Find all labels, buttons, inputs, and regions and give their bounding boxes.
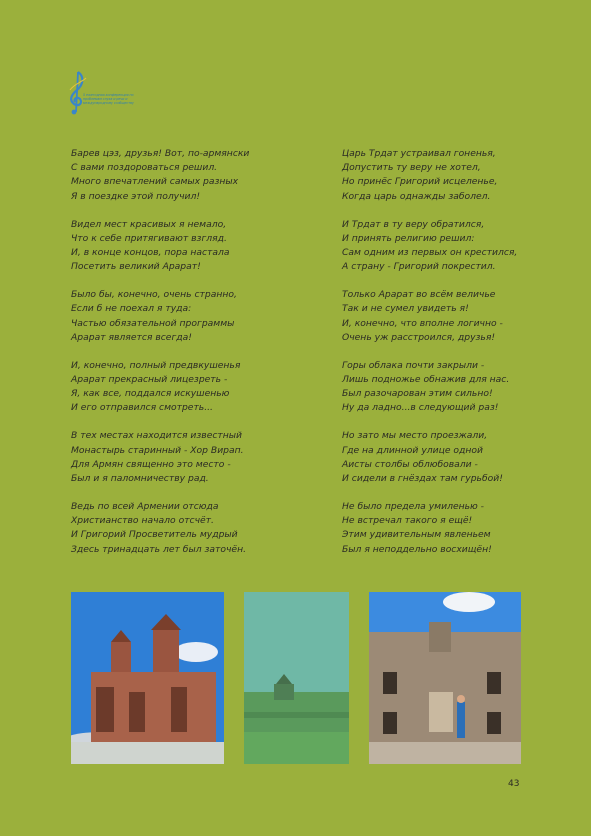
poem-line: Арарат является всегда! [71,331,192,343]
stanza [342,218,572,275]
poem-line: Допустить ту веру не хотел, [342,162,481,174]
poem-line: А страну - Григорий покрестил. [342,261,496,273]
poem-line: С вами поздороваться решил. [71,162,218,174]
poem-line: Аисты столбы облюбовали - [342,458,478,470]
poem-line: Царь Трдат устраивал гоненья, [342,148,496,159]
poem-line: Был и я паломничеству рад. [71,473,209,485]
photo-courtyard-man [369,592,521,764]
poem-line: Было бы, конечно, очень странно, [71,289,237,301]
poem-line: Здесь тринадцать лет был заточён. [71,543,247,555]
poem-line: Лишь подножье обнажив для нас. [342,374,510,386]
poem-line: Посетить великий Арарат! [71,261,201,273]
poem-line: Не встречал такого я ещё! [342,515,473,527]
poem-line: Но зато мы место проезжали, [342,430,488,442]
poem-line: Арарат прекрасный лицезреть - [71,374,228,386]
poem-line: Много впечатлений самых разных [71,176,239,188]
poem-line: И, конечно, полный предвкушенья [71,359,241,371]
poem-line: Что к себе притягивают взгляд. [71,232,227,244]
poem-line: Был я неподдельно восхищён! [342,543,492,555]
poem-line: Барев цэз, друзья! Вот, по-армянски [71,148,250,159]
poem-line: Горы облака почти закрыли - [342,359,485,371]
poem-line: Монастырь старинный - Хор Вирап. [71,444,244,456]
poem-line: Где на длинной улице одной [342,444,484,456]
poem-line: Сам одним из первых он крестился, [342,247,518,259]
poem-line: В тех местах находится известный [71,430,242,442]
logo-text: 5 ежегодная конференция по проблемам слуха и речи и международному сообществу [83,93,134,105]
poem-line: Только Арарат во всём величье [342,289,496,301]
poem-line: Частью обязательной программы [71,317,235,329]
stanza [71,500,301,557]
stanza [71,429,301,486]
poem-line: Этим удивительным явленьем [342,529,491,541]
poem-line: И, в конце концов, пора настала [71,247,230,259]
photo-monastery-field [244,592,349,764]
poem-line: Я, как все, поддался искушенью [71,388,230,400]
poem-line: Очень уж расстроился, друзья! [342,331,496,343]
photo-khor-virap-church [71,592,224,764]
conference-logo [66,70,136,116]
poem-line: И, конечно, что вполне логично - [342,317,503,329]
poem-line: Ну да ладно...в следующий раз! [342,402,499,414]
stanza [71,218,301,275]
poem-line: И принять религию решил: [342,232,475,244]
stanza [71,359,301,416]
poem-line: Не было предела умиленью - [342,501,484,513]
stanza [342,147,572,204]
poem-line: Но принёс Григорий исцеленье, [342,176,498,188]
stanza [71,147,301,204]
poem-line: Так и не сумел увидеть я! [342,303,469,315]
poem-left-column [71,147,301,571]
poem-line: И его отправился смотреть... [71,402,213,414]
poem-right-column [342,147,572,571]
poem-line: И Григорий Просветитель мудрый [71,529,238,541]
stanza [342,359,572,416]
poem-line: И Трдат в ту веру обратился, [342,218,485,230]
poem-line: Был разочарован этим сильно! [342,388,493,400]
poem-line: Ведь по всей Армении отсюда [71,501,219,513]
poem-line: Если б не поехал я туда: [71,303,192,315]
stanza [71,288,301,345]
poem-line: Христианство начало отсчёт. [71,515,214,527]
poem-line: И сидели в гнёздах там гурьбой! [342,473,503,485]
poem-line: Видел мест красивых я немало, [71,218,227,230]
stanza [342,288,572,345]
poem-line: Я в поездке этой получил! [71,190,201,202]
stanza [342,429,572,486]
page-number: 43 [508,779,520,789]
poem-line: Когда царь однажды заболел. [342,190,491,202]
stanza [342,500,572,557]
poem-line: Для Армян священно это место - [71,458,231,470]
